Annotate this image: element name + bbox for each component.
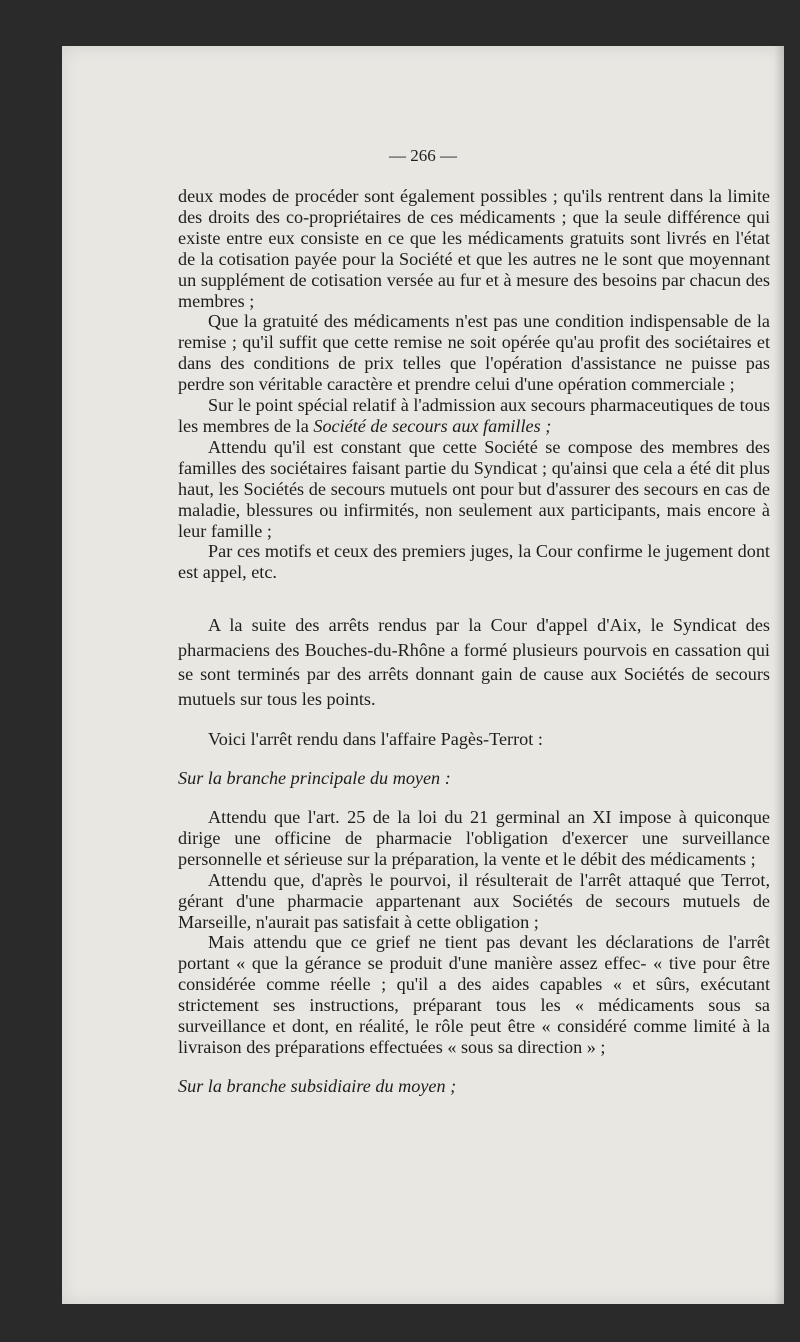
paragraph-7: Voici l'arrêt rendu dans l'affaire Pagès-Terrot : xyxy=(208,729,543,750)
paragraph-2: Que la gratuité des médicaments n'est pas une condition indispensable de la remise ; qu'il suffit que cette remise ne soit opérée qu'au profit des sociétaires et dans des conditions de prix telles que l'opération d'assistance ne puisse pas perdre son véritable caractère et prendre celui d'une opération commerciale ; xyxy=(178,311,770,395)
paragraph-5: Par ces motifs et ceux des premiers juges, la Cour confirme le jugement dont est appel, etc. xyxy=(178,541,770,583)
paragraph-9: Attendu que, d'après le pourvoi, il résulterait de l'arrêt attaqué que Terrot, gérant d'une pharmacie appartenant aux Sociétés de secours mutuels de Marseille, n'aurait pas satisfait à cette obligation ; xyxy=(178,869,770,932)
paragraph-6: A la suite des arrêts rendus par la Cour d'appel d'Aix, le Syndicat des pharmaciens des Bouches-du-Rhône a formé plusieurs pourvois en cassation qui se sont terminés par des arrêts donnant gain de cause aux Sociétés de secours mutuels sur tous les points. xyxy=(178,615,770,709)
paragraph-4: Attendu qu'il est constant que cette Société se compose des membres des familles des sociétaires faisant partie du Syndicat ; qu'ainsi que cela a été dit plus haut, les Sociétés de secours mutuels ont pour but d'assurer des secours en cas de maladie, blessures ou infirmités, non seulement aux participants, mais encore à leur famille ; xyxy=(178,436,770,541)
paragraph-3-text: Sur le point spécial relatif à l'admission aux secours pharmaceutiques de tous les membres de la xyxy=(178,395,770,436)
section-heading-principale: Sur la branche principale du moyen : xyxy=(178,768,451,789)
paragraph-8: Attendu que l'art. 25 de la loi du 21 germinal an XI impose à quiconque dirige une officine de pharmacie l'obligation d'exercer une surveillance personnelle et sérieuse sur la préparation, la vente et le débit des médicaments ; xyxy=(178,807,770,869)
paragraph-1: deux modes de procéder sont également possibles ; qu'ils rentrent dans la limite des droits des co-propriétaires de ces médicaments ; que la seule différence qui existe entre eux consiste en ce que les médicaments gratuits sont livrés en l'état de la cotisation payée pour la Société et que les autres ne le sont que moyennant un supplément de cotisation versée au fur et à mesure des besoins par chacun des membres ; xyxy=(178,186,770,311)
paragraph-3 xyxy=(178,395,770,437)
paragraph-3-italic: Société de secours aux familles ; xyxy=(313,415,552,436)
book-page xyxy=(62,46,784,1304)
page-number: — 266 — xyxy=(389,146,457,165)
section-heading-subsidiaire: Sur la branche subsidiaire du moyen ; xyxy=(178,1075,457,1096)
page-body xyxy=(178,186,770,1097)
paragraph-10: Mais attendu que ce grief ne tient pas devant les déclarations de l'arrêt portant « que la gérance se produit d'une manière assez effec- « tive pour être considérée comme réelle ; qu'il a des aides capables « et sûrs, exécutant strictement ses instructions, préparant tous les « médicaments sous sa surveillance et dont, en réalité, le rôle peut être « considéré comme limité à la livraison des préparations effectuées « sous sa direction » ; xyxy=(178,932,770,1057)
page-edge-shadow xyxy=(774,46,784,1304)
